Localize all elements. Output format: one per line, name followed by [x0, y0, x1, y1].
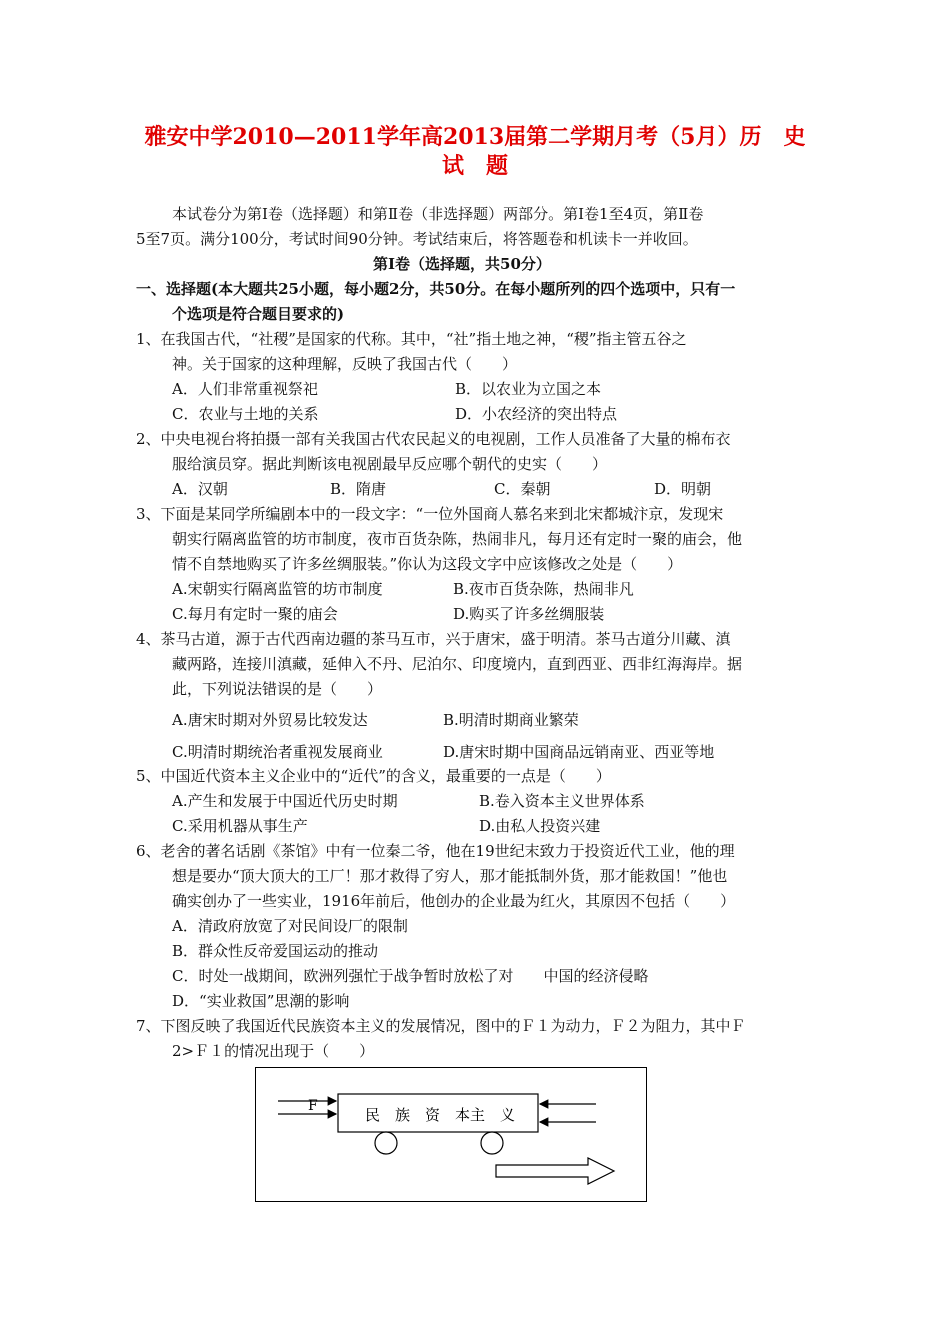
option-c[interactable]: C．农业与土地的关系: [172, 405, 319, 423]
exam-title-line1: 雅安中学2010—2011学年高2013届第二学期月考（5月）历 史: [144, 124, 806, 150]
box-label: 民 族 资 本主 义: [364, 1106, 516, 1124]
question-stem-line: 神。关于国家的这种理解，反映了我国古代（ ）: [172, 355, 518, 373]
part-one-instructions-line1: 一、选择题(本大题共25小题，每小题2分，共50分。在每小题所列的四个选项中，只有一: [136, 280, 736, 298]
f-label: F: [308, 1098, 318, 1114]
direction-arrow: [496, 1158, 614, 1184]
exam-title-line2: 试 题: [441, 153, 508, 179]
option-a[interactable]: A．汉朝: [172, 480, 228, 498]
option-c[interactable]: C.每月有定时一聚的庙会: [172, 605, 338, 623]
option-b[interactable]: B.夜市百货杂陈，热闹非凡: [453, 580, 634, 598]
option-c[interactable]: C．秦朝: [494, 480, 551, 498]
question-stem-line: 6、老舍的著名话剧《茶馆》中有一位秦二爷，他在19世纪末致力于投资近代工业，他的理: [136, 842, 735, 860]
question-stem-line: 藏两路，连接川滇藏，延伸入不丹、尼泊尔、印度境内，直到西亚、西非红海海岸。据: [172, 655, 743, 673]
option-d[interactable]: D.唐宋时期中国商品远销南亚、西亚等地: [443, 743, 715, 761]
question-stem-line: 服给演员穿。据此判断该电视剧最早反应哪个朝代的史实（ ）: [172, 455, 608, 473]
option-d[interactable]: D．“实业救国”思潮的影响: [172, 992, 350, 1010]
option-d[interactable]: D.购买了许多丝绸服装: [453, 605, 605, 623]
question-stem-line: 3、下面是某同学所编剧本中的一段文字：“一位外国商人慕名来到北宋都城汴京，发现宋: [136, 505, 724, 523]
question-stem-line: 朝实行隔离监管的坊市制度，夜市百货杂陈，热闹非凡，每月还有定时一聚的庙会，他: [172, 530, 743, 548]
question-stem-line: 此，下列说法错误的是（ ）: [172, 680, 383, 698]
right-wheel: [481, 1132, 503, 1154]
question-stem-line: 想是要办“顶大顶大的工厂！那才救得了穷人，那才能抵制外货，那才能救国！”他也: [172, 867, 728, 885]
question-stem-line: 5、中国近代资本主义企业中的“近代”的含义，最重要的一点是（ ）: [136, 767, 611, 785]
question-stem-line: 情不自禁地购买了许多丝绸服装。”你认为这段文字中应该修改之处是（ ）: [172, 555, 683, 573]
option-c[interactable]: C.采用机器从事生产: [172, 817, 308, 835]
option-a[interactable]: A．人们非常重视祭祀: [172, 380, 318, 398]
question-stem-line: 确实创办了一些实业，1916年前后，他创办的企业最为红火，其原因不包括（ ）: [172, 892, 736, 910]
option-a[interactable]: A.宋朝实行隔离监管的坊市制度: [172, 580, 383, 598]
option-b[interactable]: B．以农业为立国之本: [455, 380, 602, 398]
question-stem-line: 1、在我国古代，“社稷”是国家的代称。其中，“社”指土地之神，“稷”指主管五谷之: [136, 330, 687, 348]
option-d[interactable]: D．明朝: [654, 480, 712, 498]
option-b[interactable]: B．群众性反帝爱国运动的推动: [172, 942, 379, 960]
section-heading: 第Ⅰ卷（选择题，共50分）: [373, 255, 551, 273]
option-b[interactable]: B.明清时期商业繁荣: [443, 711, 579, 729]
part-one-instructions-line2: 个选项是符合题目要求的): [172, 305, 345, 323]
option-c[interactable]: C.明清时期统治者重视发展商业: [172, 743, 383, 761]
left-wheel: [375, 1132, 397, 1154]
intro-line1: 本试卷分为第Ⅰ卷（选择题）和第Ⅱ卷（非选择题）两部分。第Ⅰ卷1至4页，第Ⅱ卷: [172, 205, 704, 223]
option-a[interactable]: A.产生和发展于中国近代历史时期: [172, 792, 398, 810]
option-c[interactable]: C．时处一战期间，欧洲列强忙于战争暂时放松了对 中国的经济侵略: [172, 967, 649, 985]
option-a[interactable]: A.唐宋时期对外贸易比较发达: [172, 711, 368, 729]
option-d[interactable]: D.由私人投资兴建: [479, 817, 601, 835]
option-b[interactable]: B．隋唐: [330, 480, 387, 498]
force-diagram-svg: [256, 1068, 646, 1201]
question-stem-line: 4、茶马古道，源于古代西南边疆的茶马互市，兴于唐宋，盛于明清。茶马古道分川藏、滇: [136, 630, 731, 648]
question-stem-line: 2>Ｆ１的情况出现于（ ）: [172, 1042, 375, 1060]
option-d[interactable]: D．小农经济的突出特点: [455, 405, 618, 423]
intro-line2: 5至7页。满分100分，考试时间90分钟。考试结束后，将答题卷和机读卡一并收回。: [136, 230, 698, 248]
question-stem-line: 7、下图反映了我国近代民族资本主义的发展情况，图中的Ｆ１为动力，Ｆ２为阻力，其中Ｆ: [136, 1017, 746, 1035]
option-a[interactable]: A．清政府放宽了对民间设厂的限制: [172, 917, 408, 935]
force-diagram: [255, 1067, 647, 1202]
question-stem-line: 2、中央电视台将拍摄一部有关我国古代农民起义的电视剧，工作人员准备了大量的棉布衣: [136, 430, 731, 448]
option-b[interactable]: B.卷入资本主义世界体系: [479, 792, 645, 810]
